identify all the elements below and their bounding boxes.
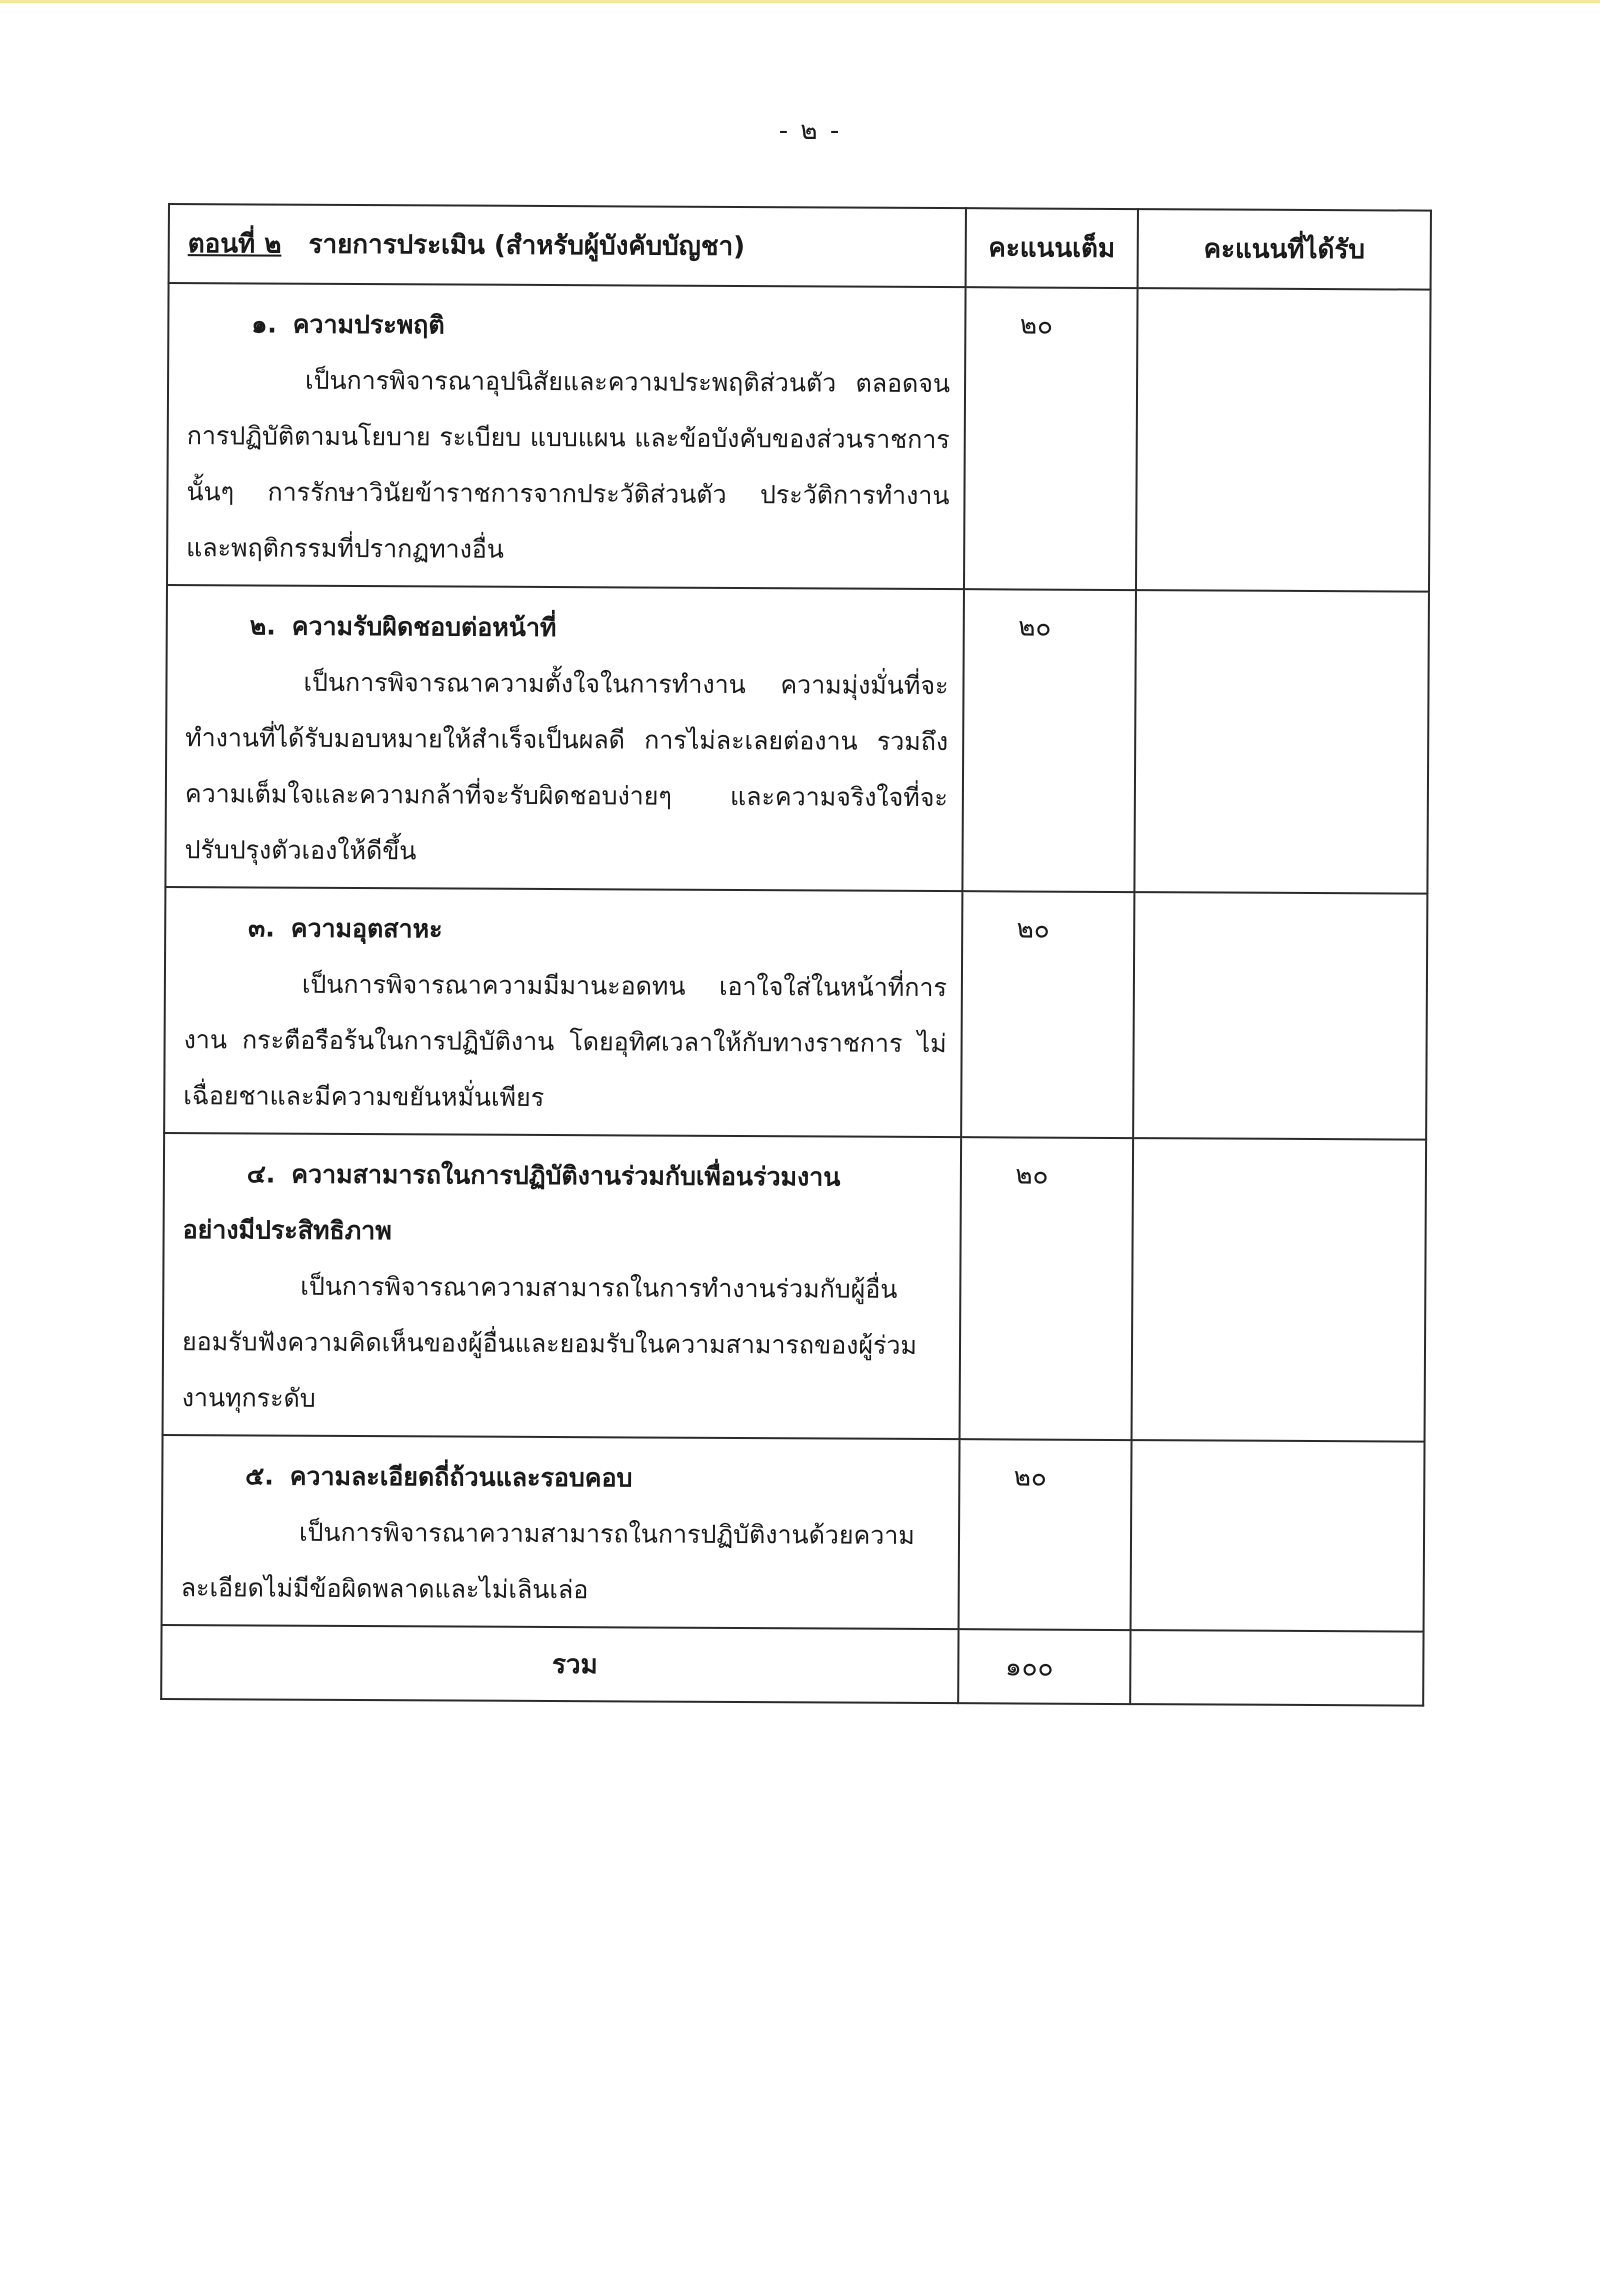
table-row <box>165 585 1429 894</box>
item-heading <box>186 598 949 658</box>
item-heading <box>184 900 947 960</box>
item-number: ๕. <box>245 1461 274 1491</box>
table-row <box>164 887 1427 1140</box>
item-heading <box>187 296 950 356</box>
item-description: เป็นการพิจารณาอุปนิสัยและความประพฤติส่วนตัว ตลอดจนการปฏิบัติตามนโยบาย ระเบียบ แบบแผน และข้อบังคับของส่วนราชการ นั้นๆ การรักษาวินัยข้าราชการจากประวัติส่วนตัว ประวัติการทำงาน และพฤติกรรมที่ปรากฏทางอื่น <box>186 365 951 564</box>
item-description: เป็นการพิจารณาความสามารถในการทำงานร่วมกับผู้อื่น ยอมรับฟังความคิดเห็นของผู้อื่นและยอมรับในความสามารถของผู้ร่วมงานทุกระดับ <box>181 1271 918 1413</box>
page-number: - ๒ - <box>778 116 842 146</box>
item-title: ความประพฤติ <box>292 309 445 340</box>
full-score-cell: ๒๐ <box>962 589 1136 892</box>
total-full-score: ๑๐๐ <box>958 1629 1130 1704</box>
item-description: เป็นการพิจารณาความสามารถในการปฏิบัติงานด้วยความละเอียดไม่มีข้อผิดพลาดและไม่เลินเล่อ <box>180 1517 915 1605</box>
table-header-row <box>169 204 1431 290</box>
item-cell <box>162 1435 960 1629</box>
full-score-cell: ๒๐ <box>961 891 1134 1138</box>
item-number: ๓. <box>248 913 275 943</box>
page-top-edge <box>0 0 1600 3</box>
item-number: ๔. <box>246 1159 276 1189</box>
part-label: ตอนที่ ๒ <box>187 229 282 260</box>
table-row <box>167 283 1431 592</box>
header-title-cell <box>169 204 966 287</box>
item-number: ๒. <box>249 611 276 641</box>
item-title: ความรับผิดชอบต่อหน้าที่ <box>291 611 557 643</box>
item-description: เป็นการพิจารณาความตั้งใจในการทำงาน ความมุ่งมั่นที่จะทำงานที่ได้รับมอบหมายให้สำเร็จเป็นผลดี การไม่ละเลยต่องาน รวมถึงความเต็มใจและความกล้าที่จะรับผิดชอบง่ายๆ และความจริงใจที่จะปรับปรุงตัวเองให้ดีขึ้น <box>184 667 949 866</box>
item-heading <box>183 1146 946 1206</box>
table-row <box>163 1133 1427 1442</box>
item-title: ความสามารถในการปฏิบัติงานร่วมกับเพื่อนร่วมงาน <box>291 1159 841 1192</box>
item-cell <box>163 1133 962 1439</box>
received-score-cell[interactable] <box>1132 1138 1427 1442</box>
full-score-cell: ๒๐ <box>959 1439 1132 1630</box>
table-row <box>162 1435 1425 1632</box>
received-score-cell[interactable] <box>1134 590 1429 894</box>
full-score-header: คะแนนเต็ม <box>966 208 1138 288</box>
item-heading <box>181 1448 944 1508</box>
item-title: ความอุตสาหะ <box>290 913 443 944</box>
evaluation-table <box>160 203 1432 1707</box>
full-score-cell: ๒๐ <box>964 287 1138 590</box>
total-label: รวม <box>161 1625 958 1703</box>
total-received-score[interactable] <box>1130 1630 1423 1706</box>
item-number: ๑. <box>251 309 277 339</box>
item-cell <box>165 585 964 891</box>
received-score-header: คะแนนที่ได้รับ <box>1138 209 1431 290</box>
received-score-cell[interactable] <box>1136 288 1431 592</box>
item-title-continued: อย่างมีประสิทธิภาพ <box>182 1215 392 1246</box>
assessment-title: รายการประเมิน (สำหรับผู้บังคับบัญชา) <box>308 229 746 263</box>
item-cell <box>164 887 962 1137</box>
item-description: เป็นการพิจารณาความมีมานะอดทน เอาใจใส่ในหน้าที่การงาน กระตือรือร้นในการปฏิบัติงาน โดยอุทิศเวลาให้กับทางราชการ ไม่เฉื่อยชาและมีความขยันหมั่นเพียร <box>183 969 947 1112</box>
total-row <box>161 1625 1423 1706</box>
received-score-cell[interactable] <box>1133 892 1427 1140</box>
item-cell <box>167 283 966 589</box>
item-title: ความละเอียดถี่ถ้วนและรอบคอบ <box>289 1461 633 1493</box>
received-score-cell[interactable] <box>1131 1440 1425 1632</box>
full-score-cell: ๒๐ <box>960 1137 1134 1440</box>
